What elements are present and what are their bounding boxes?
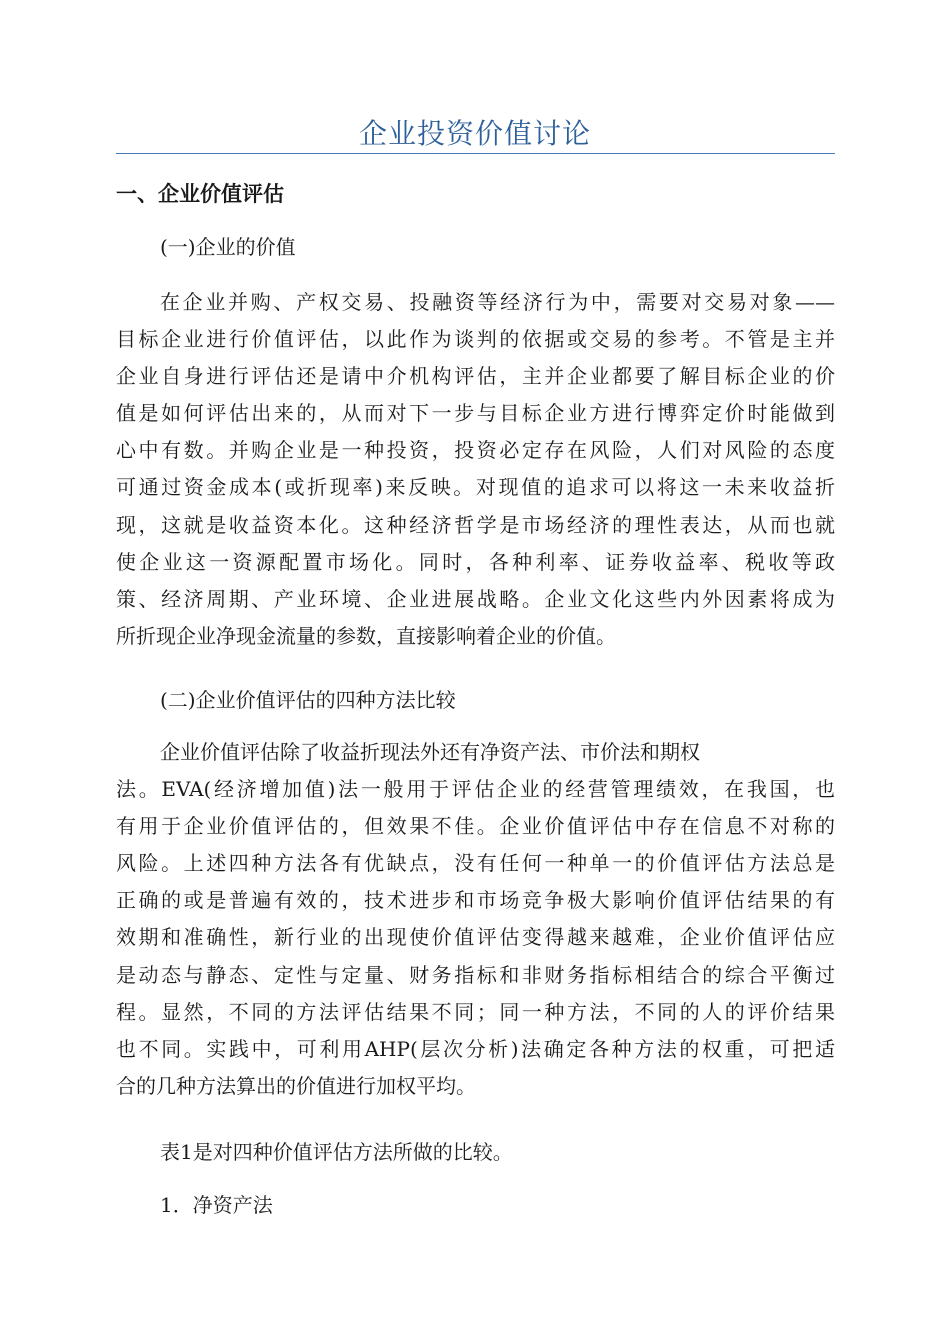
- paragraph-line: 合的几种方法算出的价值进行加权平均。: [116, 1073, 476, 1098]
- paragraph-line: 使企业这一资源配置市场化。同时，各种利率、证券收益率、税收等政: [116, 549, 835, 574]
- paragraph-line: 企业自身进行评估还是请中介机构评估，主并企业都要了解目标企业的价: [116, 364, 835, 389]
- paragraph-four-methods: [116, 734, 835, 1105]
- paragraph-line: 目标企业进行价值评估，以此作为谈判的依据或交易的参考。不管是主并: [116, 327, 835, 352]
- paragraph-line: 程。显然，不同的方法评估结果不同；同一种方法，不同的人的评价结果: [116, 999, 835, 1024]
- paragraph-line: 是动态与静态、定性与定量、财务指标和非财务指标相结合的综合平衡过: [116, 962, 835, 987]
- section-heading: 一、企业价值评估: [116, 182, 284, 206]
- paragraph-line: 现，这就是收益资本化。这种经济哲学是市场经济的理性表达，从而也就: [116, 512, 835, 537]
- paragraph-line: 所折现企业净现金流量的参数，直接影响着企业的价值。: [116, 623, 616, 648]
- title-underline: [116, 153, 835, 154]
- paragraph-line: 法。EVA(经济增加值)法一般用于评估企业的经营管理绩效，在我国，也: [116, 777, 835, 802]
- document-title: 企业投资价值讨论: [358, 117, 591, 150]
- table-reference: 表1是对四种价值评估方法所做的比较。: [160, 1140, 513, 1164]
- paragraph-line: 效期和准确性，新行业的出现使价值评估变得越来越难，企业价值评估应: [116, 925, 835, 950]
- paragraph-line: 有用于企业价值评估的，但效果不佳。企业价值评估中存在信息不对称的: [116, 814, 835, 839]
- paragraph-line: 在企业并购、产权交易、投融资等经济行为中，需要对交易对象——: [160, 290, 835, 314]
- paragraph-line: 企业价值评估除了收益折现法外还有净资产法、市价法和期权: [160, 740, 700, 764]
- list-item-net-assets: 1．净资产法: [160, 1193, 273, 1217]
- subheading-four-methods: (二)企业价值评估的四种方法比较: [160, 688, 456, 712]
- paragraph-line: 风险。上述四种方法各有优缺点，没有任何一种单一的价值评估方法总是: [116, 851, 835, 876]
- paragraph-line: 正确的或是普遍有效的，技术进步和市场竞争极大影响价值评估结果的有: [116, 888, 835, 913]
- paragraph-line: 可通过资金成本(或折现率)来反映。对现值的追求可以将这一未来收益折: [116, 475, 835, 500]
- paragraph-line: 策、经济周期、产业环境、企业进展战略。企业文化这些内外因素将成为: [116, 586, 835, 611]
- subheading-enterprise-value: (一)企业的价值: [160, 235, 296, 259]
- paragraph-line: 心中有数。并购企业是一种投资，投资必定存在风险，人们对风险的态度: [116, 438, 835, 463]
- paragraph-line: 也不同。实践中，可利用AHP(层次分析)法确定各种方法的权重，可把适: [116, 1036, 835, 1061]
- paragraph-enterprise-value: [116, 284, 835, 655]
- paragraph-line: 值是如何评估出来的，从而对下一步与目标企业方进行博弈定价时能做到: [116, 401, 835, 426]
